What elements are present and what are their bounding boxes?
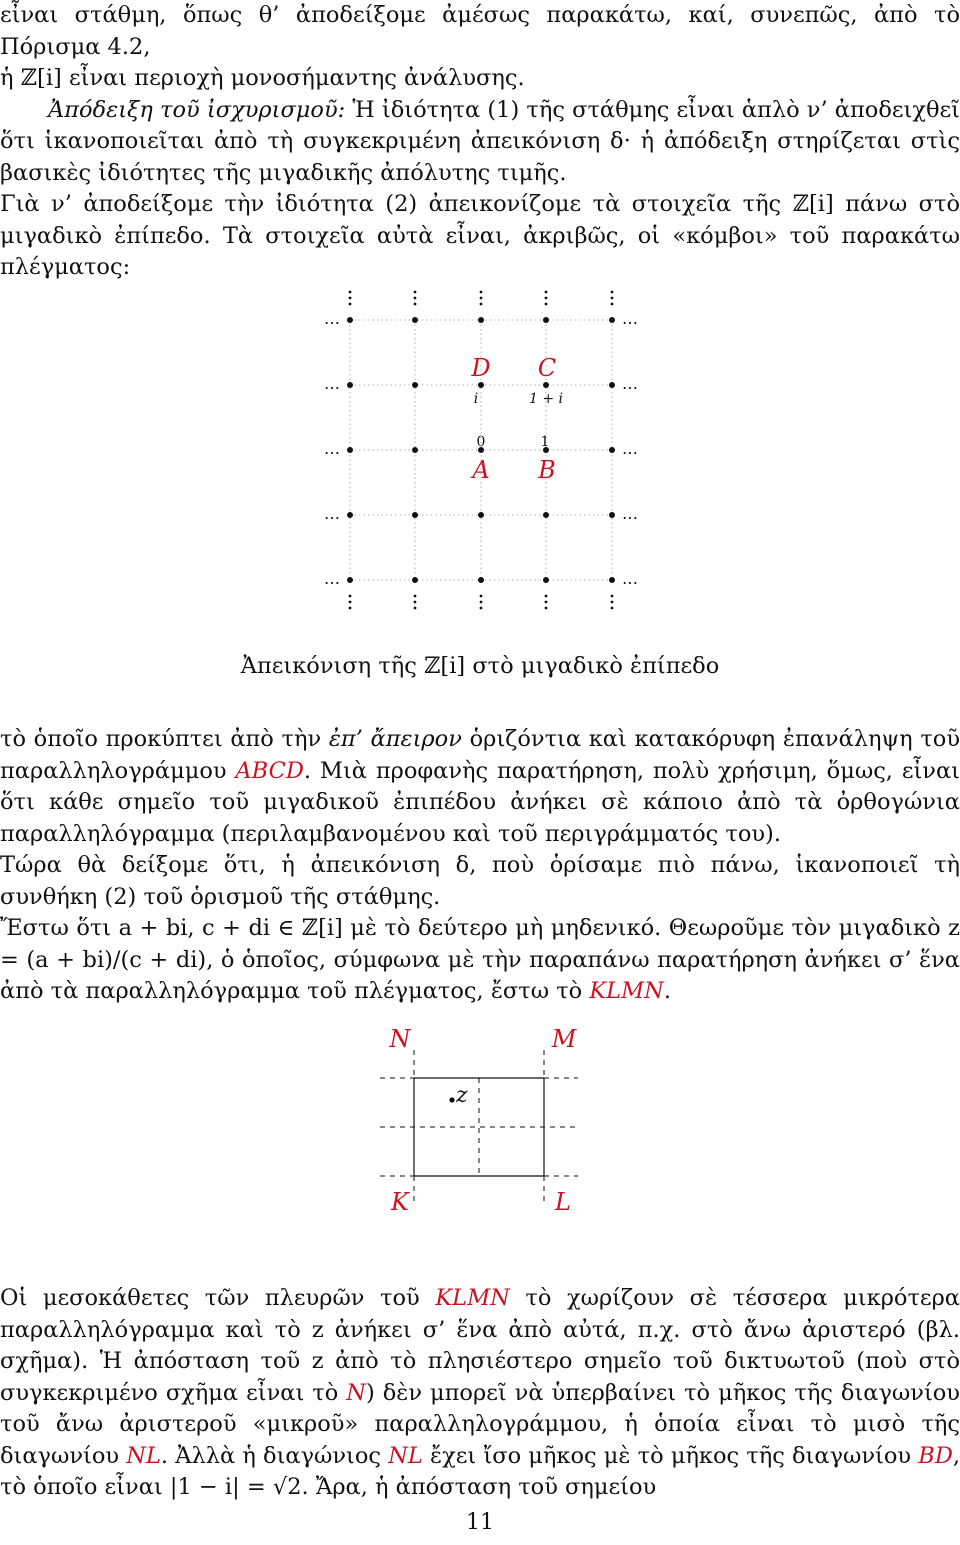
paragraph-3 <box>0 189 960 284</box>
col-ellipsis-bottom-2-1 <box>480 601 483 604</box>
p7-a: Οἱ μεσοκάθετες τῶν πλευρῶν τοῦ <box>0 1285 436 1311</box>
nl-ref-1: NL <box>126 1442 161 1469</box>
lattice-node-r3-c4 <box>609 512 615 518</box>
col-ellipsis-bottom-3-0 <box>545 595 548 598</box>
col-ellipsis-bottom-4-1 <box>611 601 614 604</box>
n-ref: N <box>346 1379 366 1406</box>
p4-emphasis: ἐπ’ ἄπειρον <box>328 726 462 752</box>
col-ellipsis-bottom-1-1 <box>414 601 417 604</box>
col-ellipsis-top-1-1 <box>414 297 417 300</box>
lattice-node-r4-c2 <box>478 577 484 583</box>
lattice-node-r3-c0 <box>347 512 353 518</box>
paragraph-7 <box>0 1283 960 1504</box>
p6-a: Ἔστω ὅτι a + bi, c + di ∈ ℤ[i] μὲ τὸ δεύτερο μὴ μηδενικό. Θεωροῦμε τὸν μιγαδικὸ z = (a + bi)/(c + di), ὁ ὁποῖος, σύμφωνα μὲ τὴν παραπάνω παρατήρηση ἀνήκει σ’ ἕνα ἀπὸ τὰ παραλληλόγραμμα τοῦ πλέγματος, ἔστω τὸ <box>0 915 960 1004</box>
col-ellipsis-bottom-1-0 <box>414 595 417 598</box>
intro-paragraphs <box>0 0 960 284</box>
node-label-C: C <box>537 354 557 382</box>
col-ellipsis-bottom-1-2 <box>414 607 417 610</box>
row-ellipsis-left-3: … <box>324 504 340 523</box>
paragraph-2 <box>0 95 960 190</box>
col-ellipsis-bottom-0-2 <box>349 607 352 610</box>
vertex-label-N: N <box>389 1025 411 1053</box>
middle-paragraphs <box>0 724 960 1008</box>
lattice-node-r0-c2 <box>478 317 484 323</box>
p7-c: ) δὲν μπορεῖ νὰ ὑπερβαίνει τὸ μῆκος τῆς διαγωνίου τοῦ ἄνω ἀριστεροῦ «μικροῦ» παραλληλογράμμου, ἡ ὁποία εἶναι τὸ μισὸ τῆς διαγωνίου <box>0 1379 960 1469</box>
col-ellipsis-bottom-4-0 <box>611 595 614 598</box>
figure-caption: Ἀπεικόνιση τῆς ℤ[i] στὸ μιγαδικὸ ἐπίπεδο <box>240 653 720 679</box>
vertex-label-K: K <box>391 1188 409 1216</box>
p6-end: . <box>663 978 672 1004</box>
abcd-ref: ABCD <box>235 757 304 784</box>
p1-line1: εἶναι στάθμη, ὅπως θ’ ἀποδείξομε ἀμέσως παρακάτω, καί, συνεπῶς, ἀπὸ τὸ Πόρισμα 4.2, <box>0 2 960 60</box>
lattice-figure <box>0 280 960 620</box>
klmn-grid <box>380 1050 578 1205</box>
lattice-node-r1-c4 <box>609 382 615 388</box>
value-label-one-plus-i: 1 + i <box>528 391 564 407</box>
col-ellipsis-bottom-3-2 <box>545 607 548 610</box>
col-ellipsis-bottom-4-2 <box>611 607 614 610</box>
lattice-node-r3-c1 <box>412 512 418 518</box>
p7-b: τὸ χωρίζουν σὲ τέσσερα μικρότερα παραλληλόγραμμα καὶ τὸ z ἀνήκει σ’ ἕνα ἀπὸ αὐτά, π.χ. στὸ ἄνω ἀριστερό (βλ. σχῆμα). Ἡ ἀπόσταση τοῦ z ἀπὸ τὸ πλησιέστερο σημεῖο τοῦ δικτυωτοῦ (ποὺ στὸ συγκεκριμένο σχῆμα εἶναι τὸ <box>0 1285 960 1406</box>
klmn-ref-1: KLMN <box>589 978 664 1004</box>
proof-lead: Ἀπόδειξη τοῦ ἰσχυρισμοῦ: <box>48 96 346 123</box>
paragraph-1 <box>0 0 960 95</box>
klmn-ref-2: KLMN <box>435 1285 510 1311</box>
lattice-node-r2-c4 <box>609 447 615 453</box>
row-ellipsis-right-1: … <box>622 374 638 393</box>
final-paragraph-block <box>0 1283 960 1504</box>
col-ellipsis-top-3-0 <box>545 291 548 294</box>
col-ellipsis-top-2-2 <box>480 303 483 306</box>
vertex-label-M: M <box>551 1025 577 1053</box>
paragraph-4 <box>0 724 960 850</box>
lattice-node-r1-c0 <box>347 382 353 388</box>
lattice-node-r1-c3 <box>543 382 549 388</box>
col-ellipsis-top-1-0 <box>414 291 417 294</box>
lattice-node-r4-c3 <box>543 577 549 583</box>
row-ellipsis-left-2: … <box>324 439 340 458</box>
lattice-node-r1-c2 <box>478 382 484 388</box>
paragraph-6 <box>0 913 960 1008</box>
p3-body: Γιὰ ν’ ἀποδείξομε τὴν ἰδιότητα (2) ἀπεικονίζομε τὰ στοιχεῖα τῆς ℤ[i] πάνω στὸ μιγαδικὸ ἐπίπεδο. Τὰ στοιχεῖα αὐτὰ εἶναι, ἀκριβῶς, οἱ «κόμβοι» τοῦ παρακάτω πλέγματος: <box>0 191 960 280</box>
lattice-node-r0-c3 <box>543 317 549 323</box>
row-ellipsis-left-0: … <box>324 309 340 328</box>
row-ellipsis-left-4: … <box>324 569 340 588</box>
klmn-figure <box>0 1020 960 1230</box>
node-label-B: B <box>538 456 556 484</box>
col-ellipsis-bottom-0-0 <box>349 595 352 598</box>
p7-d: . Ἀλλὰ ἡ διαγώνιος <box>160 1442 389 1469</box>
row-ellipsis-right-4: … <box>622 569 638 588</box>
lattice-node-r4-c1 <box>412 577 418 583</box>
value-label-i: i <box>473 391 479 407</box>
page-number: 11 <box>466 1510 494 1535</box>
bd-ref: BD <box>918 1442 953 1469</box>
p5-body: Τώρα θὰ δείξομε ὅτι, ἡ ἀπεικόνιση δ, ποὺ ὁρίσαμε πιὸ πάνω, ἱκανοποιεῖ τὴ συνθήκη (2) τοῦ ὁρισμοῦ τῆς στάθμης. <box>0 852 960 910</box>
col-ellipsis-top-0-0 <box>349 291 352 294</box>
nl-ref-2: NL <box>388 1442 423 1469</box>
row-ellipsis-left-1: … <box>324 374 340 393</box>
p7-f: , τὸ ὁποῖο εἶναι |1 − i| = √2. Ἄρα, ἡ ἀπόσταση τοῦ σημείου <box>0 1442 960 1500</box>
col-ellipsis-top-1-2 <box>414 303 417 306</box>
col-ellipsis-top-4-0 <box>611 291 614 294</box>
p7-e: ἔχει ἴσο μῆκος μὲ τὸ μῆκος τῆς διαγωνίου <box>422 1442 919 1469</box>
lattice-node-r2-c0 <box>347 447 353 453</box>
lattice-node-r4-c0 <box>347 577 353 583</box>
lattice-node-r0-c0 <box>347 317 353 323</box>
col-ellipsis-bottom-0-1 <box>349 601 352 604</box>
col-ellipsis-top-0-1 <box>349 297 352 300</box>
col-ellipsis-top-4-2 <box>611 303 614 306</box>
node-label-D: D <box>471 354 491 382</box>
value-label-zero: 0 <box>476 434 486 450</box>
col-ellipsis-top-0-2 <box>349 303 352 306</box>
lattice-node-r1-c1 <box>412 382 418 388</box>
row-ellipsis-right-0: … <box>622 309 638 328</box>
col-ellipsis-top-2-1 <box>480 297 483 300</box>
row-ellipsis-right-2: … <box>622 439 638 458</box>
col-ellipsis-top-2-0 <box>480 291 483 294</box>
col-ellipsis-top-4-1 <box>611 297 614 300</box>
lattice-node-r3-c3 <box>543 512 549 518</box>
p1-line2: ἡ ℤ[i] εἶναι περιοχὴ μονοσήμαντης ἀνάλυσης. <box>0 65 525 91</box>
vertex-label-L: L <box>555 1188 571 1216</box>
col-ellipsis-bottom-2-2 <box>480 607 483 610</box>
lattice-node-r3-c2 <box>478 512 484 518</box>
lattice-node-r4-c4 <box>609 577 615 583</box>
lattice-node-r0-c1 <box>412 317 418 323</box>
lattice-node-r0-c4 <box>609 317 615 323</box>
col-ellipsis-bottom-2-0 <box>480 595 483 598</box>
p4-a: τὸ ὁποῖο προκύπτει ἀπὸ τὴν <box>0 726 329 752</box>
z-point <box>449 1097 454 1102</box>
row-ellipsis-right-3: … <box>622 504 638 523</box>
node-label-A: A <box>472 456 490 484</box>
lattice-node-r2-c1 <box>412 447 418 453</box>
col-ellipsis-top-3-2 <box>545 303 548 306</box>
col-ellipsis-bottom-3-1 <box>545 601 548 604</box>
value-label-one: 1 <box>540 434 550 450</box>
z-label: z <box>456 1083 468 1108</box>
p2-body: Ἡ ἰδιότητα (1) τῆς στάθμης εἶναι ἁπλὸ ν’ ἀποδειχθεῖ ὅτι ἱκανοποιεῖται ἀπὸ τὴ συγκεκριμένη ἀπεικόνιση δ· ἡ ἀπόδειξη στηρίζεται στὶς βασικὲς ἰδιότητες τῆς μιγαδικῆς ἀπόλυτης τιμῆς. <box>0 96 960 186</box>
p4-b: ὁριζόντια καὶ κατακόρυφη ἐπανάληψη τοῦ παραλληλογράμμου <box>0 726 960 784</box>
col-ellipsis-top-3-1 <box>545 297 548 300</box>
p4-c: . Μιὰ προφανὴς παρατήρηση, πολὺ χρήσιμη, ὅμως, εἶναι ὅτι κάθε σημεῖο τοῦ μιγαδικοῦ ἐπιπέδου ἀνήκει σὲ κάποιο ἀπὸ τὰ ὀρθογώνια παραλληλόγραμμα (περιλαμβανομένου καὶ τοῦ περιγράμματός του). <box>0 757 960 847</box>
paragraph-5 <box>0 850 960 913</box>
